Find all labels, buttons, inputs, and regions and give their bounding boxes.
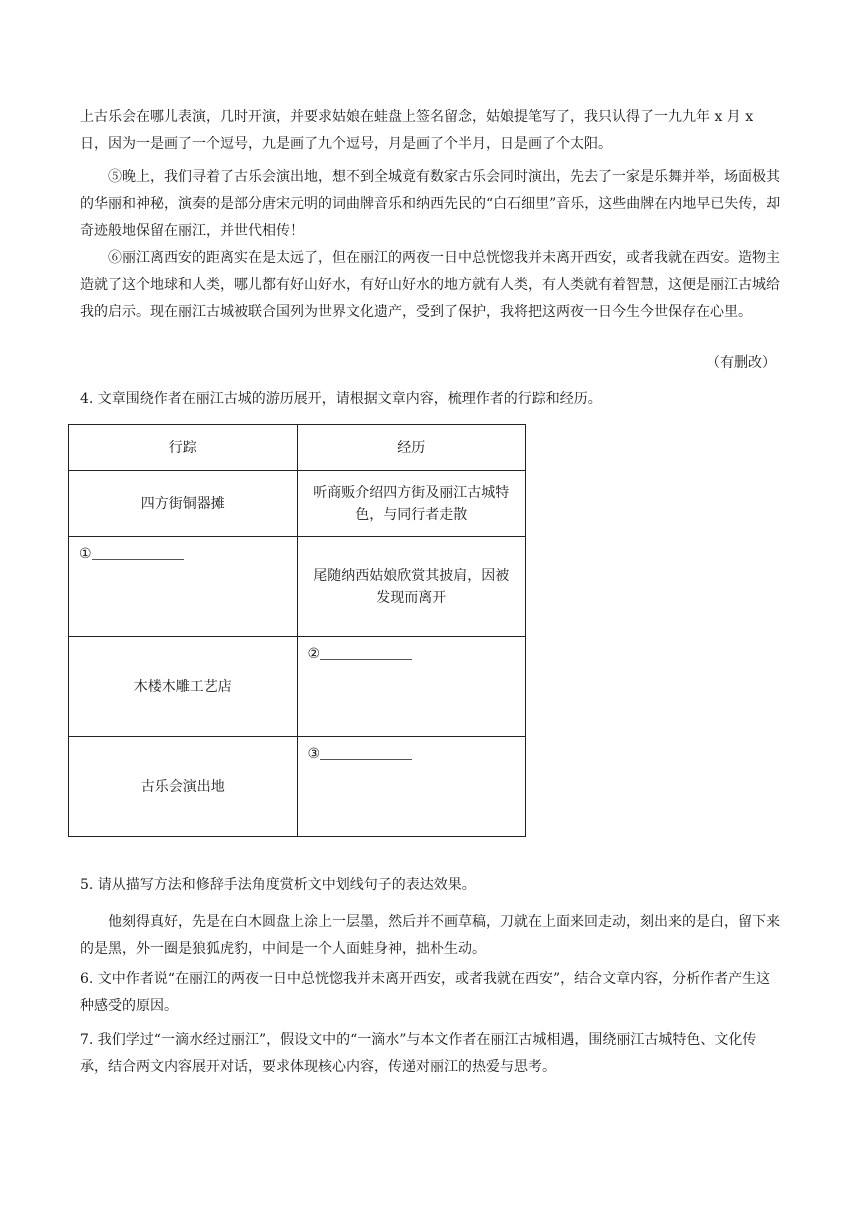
table-row — [69, 637, 526, 737]
itinerary-table — [68, 424, 526, 837]
answer-blank-3[interactable] — [320, 745, 412, 760]
passage-paragraph-continued: 上古乐会在哪儿表演，几时开演，并要求姑娘在蛙盘上签名留念，姑娘提笔写了，我只认得了一九九年 x 月 x 日，因为一是画了一个逗号，九是画了九个逗号，月是画了个半月，日是画了个太阳。 — [80, 109, 754, 152]
row3-experience-blank[interactable] — [297, 637, 526, 737]
blank-marker-1: ① — [79, 546, 92, 562]
row2-place-blank[interactable] — [69, 537, 298, 637]
blank-marker-2: ② — [307, 646, 321, 662]
row3-place: 木楼木雕工艺店 — [69, 637, 298, 737]
table-row — [69, 737, 526, 837]
edit-note: （有删改） — [706, 355, 776, 371]
row1-experience: 听商贩介绍四方街及丽江古城特色，与同行者走散 — [297, 471, 526, 537]
table-header-row — [69, 425, 526, 471]
header-place: 行踪 — [69, 425, 298, 471]
passage-paragraph-6: ⑥丽江离西安的距离实在是太远了，但在丽江的两夜一日中总恍惚我并未离开西安，或者我就在西安。造物主造就了这个地球和人类，哪儿都有好山好水，有好山好水的地方就有人类，有人类就有着智慧，这便是丽江古城给我的启示。现在丽江古城被联合国列为世界文化遗产，受到了保护，我将把这两夜一日今生今世保存在心里。 — [80, 250, 780, 320]
question-5-quote: 他刻得真好，先是在白木圆盘上涂上一层墨，然后并不画草稿，刀就在上面来回走动，刻出来的是白，留下来的是黑，外一圈是狼狐虎豹，中间是一个人面蛙身神，拙朴生动。 — [80, 914, 780, 957]
passage-paragraph-5: ⑤晚上，我们寻着了古乐会演出地，想不到全城竟有数家古乐会同时演出，先去了一家是乐舞并举，场面极其的华丽和神秘，演奏的是部分唐宋元明的词曲牌音乐和纳西先民的“白石细里”音乐，这些曲牌在内地早已失传，却奇迹般地保留在丽江，并世代相传！ — [80, 169, 781, 239]
row4-experience-blank[interactable] — [297, 737, 526, 837]
header-experience: 经历 — [297, 425, 526, 471]
row4-place: 古乐会演出地 — [69, 737, 298, 837]
question-6: 6. 文中作者说“在丽江的两夜一日中总恍惚我并未离开西安，或者我就在西安”，结合文章内容，分析作者产生这种感受的原因。 — [80, 971, 771, 1014]
question-4: 4. 文章围绕作者在丽江古城的游历展开，请根据文章内容，梳理作者的行踪和经历。 — [80, 391, 602, 407]
table-row — [69, 471, 526, 537]
question-5: 5. 请从描写方法和修辞手法角度赏析文中划线句子的表达效果。 — [80, 877, 476, 893]
blank-marker-3: ③ — [307, 746, 321, 762]
table-row — [69, 537, 526, 637]
question-7: 7. 我们学过“一滴水经过丽江”，假设文中的“一滴水”与本文作者在丽江古城相遇，围绕丽江古城特色、文化传承，结合两文内容展开对话，要求体现核心内容，传递对丽江的热爱与思考。 — [80, 1032, 757, 1075]
row1-place: 四方街铜器摊 — [69, 471, 298, 537]
answer-blank-2[interactable] — [320, 645, 412, 660]
answer-blank-1[interactable] — [92, 545, 184, 560]
row2-experience: 尾随纳西姑娘欣赏其披肩，因被发现而离开 — [297, 537, 526, 637]
